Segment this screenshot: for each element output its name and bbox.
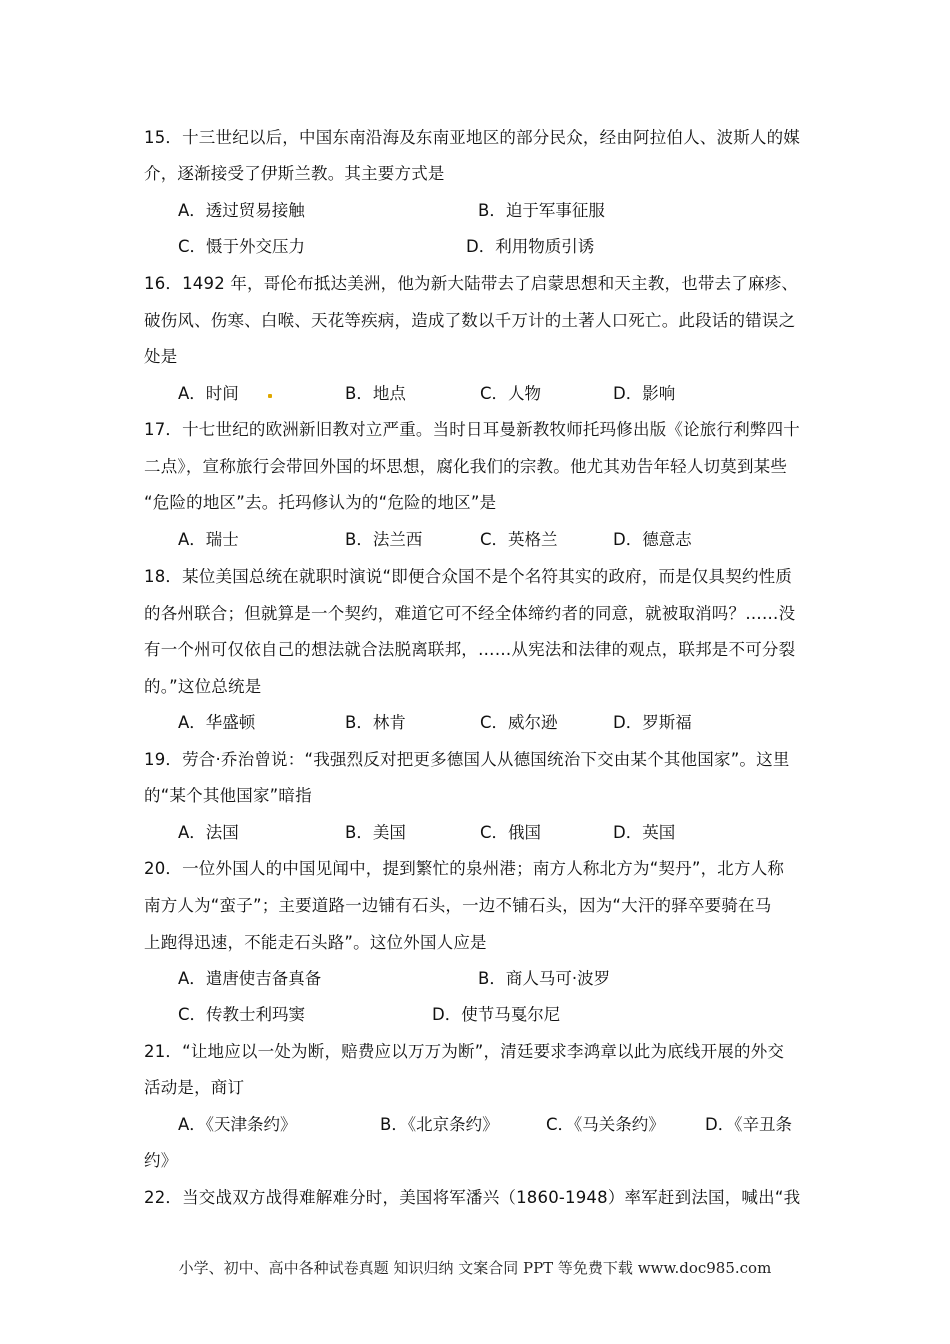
q15-line-2: 介，逐渐接受了伊斯兰教。其主要方式是 <box>144 164 445 183</box>
q18-option-b: B．林肯 <box>345 713 406 732</box>
q21-line-1: 21．“让地应以一处为断，赔费应以万万为断”，清廷要求李鸿章以此为底线开展的外交 <box>144 1042 785 1061</box>
q16-option-a: A．时间 <box>178 384 239 403</box>
q22-line-1: 22．当交战双方战得难解难分时，美国将军潘兴（1860-1948）率军赶到法国，喊出“我 <box>144 1188 801 1207</box>
q16-line-2: 破伤风、伤寒、白喉、天花等疾病，造成了数以千万计的土著人口死亡。此段话的错误之 <box>144 311 796 330</box>
q20-option-b: B．商人马可·波罗 <box>478 969 611 988</box>
q16-line-3: 处是 <box>144 347 178 366</box>
q17-option-c: C．英格兰 <box>480 530 558 549</box>
q20-line-1: 20．一位外国人的中国见闻中，提到繁忙的泉州港；南方人称北方为“契丹”，北方人称 <box>144 859 785 878</box>
q21-line-2: 活动是，商订 <box>144 1078 245 1097</box>
q18-line-1: 18．某位美国总统在就职时演说“即便合众国不是个名符其实的政府，而是仅具契约性质 <box>144 567 793 586</box>
q19-option-d: D．英国 <box>613 823 676 842</box>
q19-line-2: 的“某个其他国家”暗指 <box>144 786 312 805</box>
stray-dot-mark <box>268 394 272 398</box>
q21-option-a: A．《天津条约》 <box>178 1115 297 1134</box>
q18-line-3: 有一个州可仅依自己的想法就合法脱离联邦，……从宪法和法律的观点，联邦是不可分裂 <box>144 640 796 659</box>
q20-option-a: A．遣唐使吉备真备 <box>178 969 322 988</box>
q16-option-c: C．人物 <box>480 384 542 403</box>
q19-option-b: B．美国 <box>345 823 406 842</box>
q15-option-d: D．利用物质引诱 <box>466 237 595 256</box>
q19-line-1: 19．劳合·乔治曾说：“我强烈反对把更多德国人从德国统治下交由某个其他国家”。这里 <box>144 750 790 769</box>
q18-option-c: C．威尔逊 <box>480 713 558 732</box>
q17-line-3: “危险的地区”去。托玛修认为的“危险的地区”是 <box>144 493 497 512</box>
q17-line-2: 二点》，宣称旅行会带回外国的坏思想，腐化我们的宗教。他尤其劝告年轻人切莫到某些 <box>144 457 788 476</box>
q18-option-d: D．罗斯福 <box>613 713 692 732</box>
q21-option-c: C．《马关条约》 <box>546 1115 665 1134</box>
q17-option-d: D．德意志 <box>613 530 692 549</box>
q18-line-2: 的各州联合；但就算是一个契约，难道它可不经全体缔约者的同意，就被取消吗？……没 <box>144 604 796 623</box>
q17-line-1: 17．十七世纪的欧洲新旧教对立严重。当时日耳曼新教牧师托玛修出版《论旅行利弊四十 <box>144 420 800 439</box>
q15-option-b: B．迫于军事征服 <box>478 201 605 220</box>
q21-option-b: B．《北京条约》 <box>380 1115 499 1134</box>
q20-option-c: C．传教士利玛窦 <box>178 1005 306 1024</box>
q15-option-a: A．透过贸易接触 <box>178 201 305 220</box>
q15-option-c: C．慑于外交压力 <box>178 237 306 256</box>
q16-option-d: D．影响 <box>613 384 676 403</box>
q17-option-a: A．瑞士 <box>178 530 239 549</box>
q16-option-b: B．地点 <box>345 384 406 403</box>
q18-option-a: A．华盛顿 <box>178 713 256 732</box>
q20-line-2: 南方人为“蛮子”；主要道路一边铺有石头，一边不铺石头，因为“大汗的驿卒要骑在马 <box>144 896 772 915</box>
q21-option-d-continued: 约》 <box>144 1151 178 1170</box>
q17-option-b: B．法兰西 <box>345 530 423 549</box>
q15-line-1: 15．十三世纪以后，中国东南沿海及东南亚地区的部分民众，经由阿拉伯人、波斯人的媒 <box>144 128 800 147</box>
q20-option-d: D．使节马戛尔尼 <box>432 1005 561 1024</box>
q20-line-3: 上跑得迅速，不能走石头路”。这位外国人应是 <box>144 933 487 952</box>
q18-line-4: 的。”这位总统是 <box>144 677 262 696</box>
q19-option-c: C．俄国 <box>480 823 542 842</box>
q19-option-a: A．法国 <box>178 823 239 842</box>
page-footer: 小学、初中、高中各种试卷真题 知识归纳 文案合同 PPT 等免费下载 www.doc985.com <box>178 1259 772 1277</box>
q21-option-d: D．《辛丑条 <box>705 1115 792 1134</box>
q16-line-1: 16．1492 年，哥伦布抵达美洲，他为新大陆带去了启蒙思想和天主教，也带去了麻疹、 <box>144 274 799 293</box>
